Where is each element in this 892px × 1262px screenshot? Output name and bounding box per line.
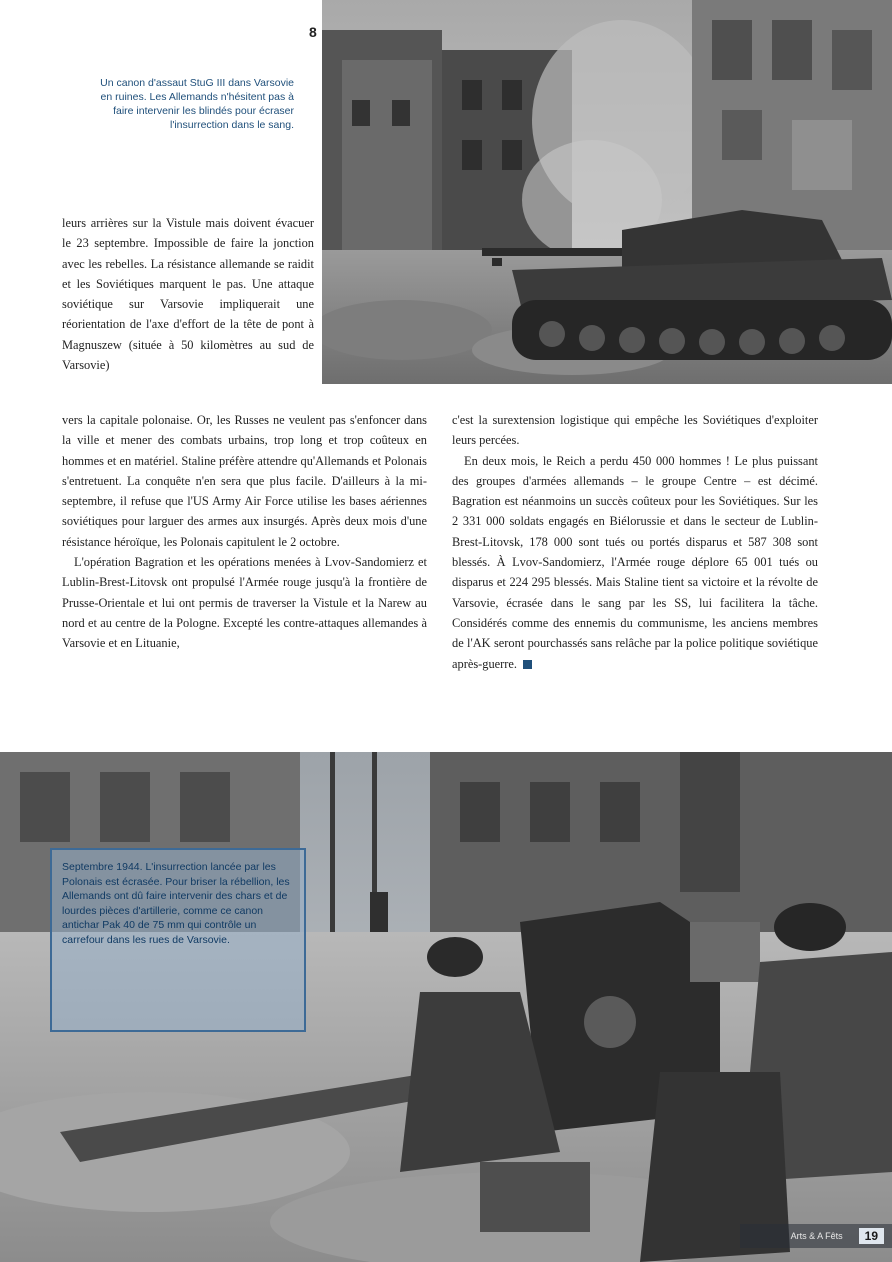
left-paragraph-2: L'opération Bagration et les opérations menées à Lvov-Sandomierz et Lublin-Brest-Litovsk ont propulsé l'Armée rouge jusqu'à la frontière de Prusse-Orientale et lui ont permis de traverser la Vistule et la Narew au nord et au centre de la Pologne. Excepté les contre-attaques allemandes à Varsovie et en Lituanie, xyxy=(62,555,427,651)
page-number: 19 xyxy=(859,1228,884,1244)
left-text-column xyxy=(62,410,427,654)
bottom-photo-caption xyxy=(50,848,306,1032)
right-text-column xyxy=(452,410,818,674)
page-footer xyxy=(740,1224,892,1248)
right-paragraph-1: c'est la surextension logistique qui empêche les Soviétiques d'exploiter leurs percées. xyxy=(452,413,818,448)
top-photo-caption: Un canon d'assaut StuG III dans Varsovie en ruines. Les Allemands n'hésitent pas à faire intervenir les blindés pour écraser l'insurrection dans le sang. xyxy=(100,77,294,131)
bottom-caption-text: Septembre 1944. L'insurrection lancée par les Polonais est écrasée. Pour briser la rébellion, les Allemands ont dû faire intervenir des chars et de lourdes pièces d'artillerie, comme ce canon antichar Pak 40 de 75 mm qui contrôle un carrefour dans les rues de Varsovie. xyxy=(62,861,290,946)
right-paragraph-2: En deux mois, le Reich a perdu 450 000 hommes ! Le plus puissant des groupes d'armées allemands – le groupe Centre – est décimé. Bagration est néanmoins un succès coûteux pour les Soviétiques. Sur les 2 331 000 soldats engagés en Biélorussie et dans le secteur de Lublin-Brest-Litovsk, 178 000 sont tués ou portés disparus et 587 308 sont blessés. À Lvov-Sandomierz, l'Armée rouge déplore 65 001 tués ou disparus et 224 295 blessés. Mais Staline tient sa victoire et la révolte de Varsovie, écrasée dans le sang par les SS, lui facilitera la tâche. Considérés comme des ennemis du communisme, les anciens membres de l'AK seront pourchassés sans relâche par la police politique soviétique après-guerre. xyxy=(452,453,818,671)
tank-photo xyxy=(322,0,892,384)
magazine-name: Arts & A Fêts xyxy=(790,1231,843,1241)
left-paragraph-1: vers la capitale polonaise. Or, les Russes ne veulent pas s'enfoncer dans la ville et mener des combats urbains, trop long et trop coûteux en hommes et en matériel. Staline préfère attendre qu'Allemands et Polonais s'entretuent. La conquête n'en sera que plus facile. D'ailleurs à la mi-septembre, il refuse que l'US Army Air Force utilise les bases aériennes soviétiques pour larguer des armes aux insurgés. Après deux mois d'une résistance héroïque, les Polonais capitulent le 2 octobre. xyxy=(62,413,427,549)
narrow-paragraph: leurs arrières sur la Vistule mais doivent évacuer le 23 septembre. Impossible de faire la jonction avec les rebelles. La résistance allemande se raidit et les Soviétiques marquent le pas. Une attaque soviétique sur Varsovie impliquerait une réorientation de l'axe d'effort de la tête de pont à Magnuszew (située à 50 kilomètres au sud de Varsovie) xyxy=(62,216,314,373)
narrow-text-column xyxy=(62,213,314,375)
page-marker: 8 xyxy=(309,24,317,40)
end-of-article-mark xyxy=(523,660,532,669)
